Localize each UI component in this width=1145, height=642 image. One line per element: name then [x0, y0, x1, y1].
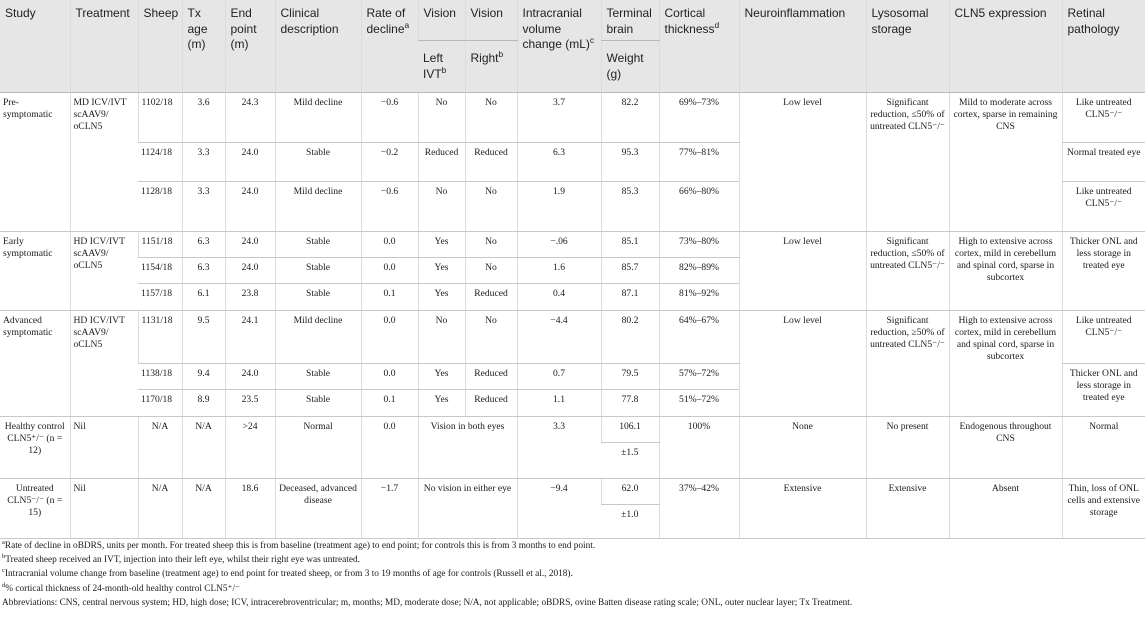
icv-cell: −4.4	[517, 311, 601, 364]
clinical-cell: Stable	[275, 284, 361, 311]
vision-left-cell: No	[418, 311, 465, 364]
neuro-cell: None	[739, 417, 866, 479]
cln5-cell: Mild to moderate across cortex, sparse in remaining CNS	[949, 93, 1062, 232]
end-point-cell: 23.8	[225, 284, 275, 311]
footnote-a	[2, 539, 1142, 553]
rate-cell: 0.1	[361, 284, 418, 311]
cln5-cell: Endogenous throughout CNS	[949, 417, 1062, 479]
footnote-mark-a: a	[404, 19, 410, 30]
table-row	[0, 93, 1145, 143]
icv-cell: 0.4	[517, 284, 601, 311]
icv-cell: 6.3	[517, 143, 601, 182]
tx-age-cell: 9.5	[182, 311, 225, 364]
tx-age-cell: 3.6	[182, 93, 225, 143]
footnote-mark-d: d	[714, 19, 720, 30]
clinical-cell: Stable	[275, 258, 361, 284]
retinal-cell: Like untreated CLN5⁻/⁻	[1062, 182, 1145, 232]
rate-cell: −1.7	[361, 479, 418, 539]
clinical-cell: Mild decline	[275, 311, 361, 364]
footnote-mark-b-left: b	[441, 64, 447, 75]
header-study: Study	[0, 0, 70, 93]
icv-cell: 1.1	[517, 390, 601, 417]
cortical-cell: 51%–72%	[659, 390, 739, 417]
cortical-cell: 57%–72%	[659, 364, 739, 390]
cln5-cell: High to extensive across cortex, mild in cerebellum and spinal cord, sparse in subcortex	[949, 311, 1062, 417]
end-point-cell: 24.0	[225, 258, 275, 284]
weight-cell: 85.1	[601, 232, 659, 258]
weight-cell: 80.2	[601, 311, 659, 364]
icv-cell: 3.3	[517, 417, 601, 479]
treatment-cell: HD ICV/IVT scAAV9/ oCLN5	[70, 232, 138, 311]
clinical-cell: Stable	[275, 143, 361, 182]
cln5-cell: High to extensive across cortex, mild in cerebellum and spinal cord, sparse in subcortex	[949, 232, 1062, 311]
header-lyso: Lysosomal storage	[866, 0, 949, 93]
table-row	[0, 232, 1145, 258]
header-tx-age: Tx age (m)	[182, 0, 225, 93]
icv-cell: 1.9	[517, 182, 601, 232]
footnote-a-mark: a	[2, 538, 5, 546]
tx-age-cell: N/A	[182, 479, 225, 539]
vision-left-cell: Yes	[418, 232, 465, 258]
tx-age-cell: 6.1	[182, 284, 225, 311]
footnote-c	[2, 567, 1142, 581]
rate-cell: 0.0	[361, 258, 418, 284]
treatment-cell: Nil	[70, 479, 138, 539]
weight-cell: 106.1	[601, 417, 659, 443]
study-cell: Advanced symptomatic	[0, 311, 70, 417]
study-cell: Healthy control CLN5⁺/⁻ (n = 12)	[0, 417, 70, 479]
vision-right-cell: No	[465, 93, 517, 143]
weight-cell: 77.8	[601, 390, 659, 417]
header-row	[0, 0, 1145, 41]
cortical-cell: 73%–80%	[659, 232, 739, 258]
header-clinical: Clinical description	[275, 0, 361, 93]
clinical-cell: Stable	[275, 232, 361, 258]
weight-cell: 79.5	[601, 364, 659, 390]
neuro-cell: Low level	[739, 311, 866, 417]
sheep-cell: 1170/18	[138, 390, 182, 417]
cortical-cell: 37%–42%	[659, 479, 739, 539]
sheep-cell: 1151/18	[138, 232, 182, 258]
end-point-cell: 18.6	[225, 479, 275, 539]
header-rate-label: Rate of decline	[366, 6, 406, 36]
rate-cell: 0.0	[361, 232, 418, 258]
rate-cell: 0.1	[361, 390, 418, 417]
weight-sd-cell: ±1.0	[601, 505, 659, 539]
retinal-cell: Like untreated CLN5⁻/⁻	[1062, 93, 1145, 143]
vision-right-cell: No	[465, 258, 517, 284]
vision-left-cell: Yes	[418, 390, 465, 417]
header-sheep: Sheep	[138, 0, 182, 93]
treatment-cell: Nil	[70, 417, 138, 479]
footnote-b-text: Treated sheep received an IVT, injection into their left eye, whilst their right eye was untreated.	[5, 555, 360, 566]
header-cortical-label: Cortical thickness	[664, 6, 715, 36]
end-point-cell: 23.5	[225, 390, 275, 417]
retinal-cell: Thin, loss of ONL cells and extensive storage	[1062, 479, 1145, 539]
weight-sd-cell: ±1.5	[601, 443, 659, 479]
footnote-mark-c: c	[589, 35, 595, 46]
cortical-cell: 64%–67%	[659, 311, 739, 364]
tx-age-cell: 6.3	[182, 258, 225, 284]
retinal-cell: Like untreated CLN5⁻/⁻	[1062, 311, 1145, 364]
header-cln5: CLN5 expression	[949, 0, 1062, 93]
lyso-cell: Extensive	[866, 479, 949, 539]
header-rate	[361, 0, 418, 93]
tx-age-cell: 3.3	[182, 143, 225, 182]
sheep-cell: 1154/18	[138, 258, 182, 284]
vision-right-cell: Reduced	[465, 364, 517, 390]
icv-cell: −.06	[517, 232, 601, 258]
header-vision-2: Vision	[465, 0, 517, 41]
treatment-cell: MD ICV/IVT scAAV9/ oCLN5	[70, 93, 138, 232]
end-point-cell: 24.1	[225, 311, 275, 364]
vision-right-cell: Reduced	[465, 143, 517, 182]
footnote-d-mark: d	[2, 581, 6, 589]
sheep-cell: N/A	[138, 479, 182, 539]
vision-left-cell: Yes	[418, 284, 465, 311]
clinical-cell: Normal	[275, 417, 361, 479]
weight-cell: 87.1	[601, 284, 659, 311]
retinal-cell: Thicker ONL and less storage in treated eye	[1062, 364, 1145, 417]
vision-left-cell: Yes	[418, 258, 465, 284]
footnote-d-text: % cortical thickness of 24-month-old healthy control CLN5⁺/⁻	[5, 583, 240, 594]
end-point-cell: >24	[225, 417, 275, 479]
vision-cell: No vision in either eye	[418, 479, 517, 539]
rate-cell: 0.0	[361, 311, 418, 364]
vision-left-cell: No	[418, 93, 465, 143]
weight-cell: 82.2	[601, 93, 659, 143]
study-cell: Early symptomatic	[0, 232, 70, 311]
icv-cell: 0.7	[517, 364, 601, 390]
header-right-label: Right	[470, 51, 499, 66]
sheep-cell: 1138/18	[138, 364, 182, 390]
weight-cell: 85.3	[601, 182, 659, 232]
cortical-cell: 100%	[659, 417, 739, 479]
vision-right-cell: No	[465, 232, 517, 258]
vision-right-cell: No	[465, 311, 517, 364]
vision-left-cell: Reduced	[418, 143, 465, 182]
icv-cell: 3.7	[517, 93, 601, 143]
header-weight: Weight (g)	[601, 41, 659, 93]
header-left-label: Left IVT	[423, 51, 444, 81]
rate-cell: −0.6	[361, 93, 418, 143]
tx-age-cell: 8.9	[182, 390, 225, 417]
rate-cell: −0.2	[361, 143, 418, 182]
vision-left-cell: Yes	[418, 364, 465, 390]
vision-right-cell: No	[465, 182, 517, 232]
sheep-cell: 1131/18	[138, 311, 182, 364]
weight-cell: 62.0	[601, 479, 659, 505]
table-row	[0, 311, 1145, 364]
vision-cell: Vision in both eyes	[418, 417, 517, 479]
header-vision-1: Vision	[418, 0, 465, 41]
header-cortical	[659, 0, 739, 93]
cortical-cell: 82%–89%	[659, 258, 739, 284]
sheep-cell: N/A	[138, 417, 182, 479]
end-point-cell: 24.0	[225, 182, 275, 232]
footnote-c-text: Intracranial volume change from baseline (treatment age) to end point for treated sheep, or from 3 to 19 months of age for controls (Russell et al., 2018).	[4, 569, 573, 580]
end-point-cell: 24.0	[225, 364, 275, 390]
neuro-cell: Low level	[739, 232, 866, 311]
cortical-cell: 69%–73%	[659, 93, 739, 143]
vision-right-cell: Reduced	[465, 284, 517, 311]
end-point-cell: 24.0	[225, 143, 275, 182]
tx-age-cell: 6.3	[182, 232, 225, 258]
tx-age-cell: 9.4	[182, 364, 225, 390]
clinical-cell: Deceased, advanced disease	[275, 479, 361, 539]
header-right	[465, 41, 517, 93]
footnote-a-text: Rate of decline in oBDRS, units per month. For treated sheep this is from baseline (treatment age) to end point; for controls this is from 3 months to end point.	[4, 541, 596, 551]
footnote-c-mark: c	[2, 567, 5, 575]
cln5-cell: Absent	[949, 479, 1062, 539]
sheep-cell: 1128/18	[138, 182, 182, 232]
clinical-cell: Mild decline	[275, 93, 361, 143]
retinal-cell: Normal	[1062, 417, 1145, 479]
header-icv	[517, 0, 601, 93]
footnote-b	[2, 553, 1142, 567]
header-terminal: Terminal brain	[601, 0, 659, 41]
sheep-cell: 1124/18	[138, 143, 182, 182]
footnote-b-mark: b	[2, 553, 6, 561]
treatment-cell: HD ICV/IVT scAAV9/ oCLN5	[70, 311, 138, 417]
vision-right-cell: Reduced	[465, 390, 517, 417]
clinical-cell: Mild decline	[275, 182, 361, 232]
header-end-point: End point (m)	[225, 0, 275, 93]
cortical-cell: 77%–81%	[659, 143, 739, 182]
lyso-cell: Significant reduction, ≤50% of untreated CLN5⁻/⁻	[866, 93, 949, 232]
table-row	[0, 479, 1145, 505]
rate-cell: 0.0	[361, 417, 418, 479]
weight-cell: 95.3	[601, 143, 659, 182]
retinal-cell: Thicker ONL and less storage in treated eye	[1062, 232, 1145, 311]
neuro-cell: Extensive	[739, 479, 866, 539]
header-neuro: Neuroinflammation	[739, 0, 866, 93]
study-cell: Untreated CLN5⁻/⁻ (n = 15)	[0, 479, 70, 539]
rate-cell: −0.6	[361, 182, 418, 232]
vision-left-cell: No	[418, 182, 465, 232]
icv-cell: −9.4	[517, 479, 601, 539]
lyso-cell: Significant reduction, ≥50% of untreated CLN5⁻/⁻	[866, 311, 949, 417]
tx-age-cell: 3.3	[182, 182, 225, 232]
sheep-cell: 1157/18	[138, 284, 182, 311]
header-retinal: Retinal pathology	[1062, 0, 1145, 93]
footnote-d	[2, 582, 1142, 596]
footnote-mark-b-right: b	[498, 49, 504, 60]
table-row	[0, 417, 1145, 443]
cortical-cell: 81%–92%	[659, 284, 739, 311]
footnote-abbreviations: Abbreviations: CNS, central nervous system; HD, high dose; ICV, intracerebroventricular; m, months; MD, moderate dose; N/A, not applicable; oBDRS, ovine Batten disease rating scale; ONL, outer nuclear layer; Tx Treatment.	[2, 597, 853, 608]
rate-cell: 0.0	[361, 364, 418, 390]
study-cell: Pre-symptomatic	[0, 93, 70, 232]
clinical-cell: Stable	[275, 390, 361, 417]
neuro-cell: Low level	[739, 93, 866, 232]
cortical-cell: 66%–80%	[659, 182, 739, 232]
header-left	[418, 41, 465, 93]
weight-cell: 85.7	[601, 258, 659, 284]
retinal-cell: Normal treated eye	[1062, 143, 1145, 182]
end-point-cell: 24.3	[225, 93, 275, 143]
end-point-cell: 24.0	[225, 232, 275, 258]
table-footnotes	[2, 539, 1142, 610]
header-icv-label: Intracranial volume change (mL)	[522, 6, 590, 52]
sheep-cell: 1102/18	[138, 93, 182, 143]
lyso-cell: Significant reduction, ≤50% of untreated CLN5⁻/⁻	[866, 232, 949, 311]
clinical-cell: Stable	[275, 364, 361, 390]
icv-cell: 1.6	[517, 258, 601, 284]
lyso-cell: No present	[866, 417, 949, 479]
header-treatment: Treatment	[70, 0, 138, 93]
tx-age-cell: N/A	[182, 417, 225, 479]
